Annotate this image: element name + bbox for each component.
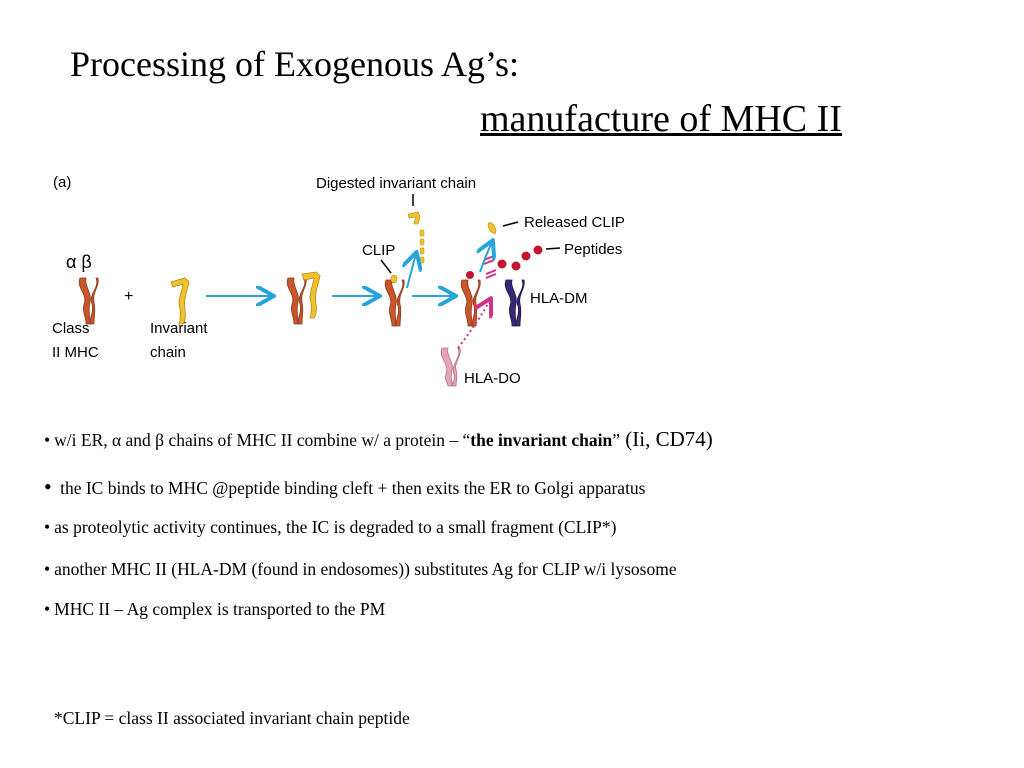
footnote: *CLIP = class II associated invariant chain peptide — [54, 708, 410, 728]
hla-do-label: HLA-DO — [464, 370, 521, 387]
digested-invariant-chain-label: Digested invariant chain — [316, 175, 477, 192]
bullet-dot: • — [44, 517, 51, 537]
plus-sign: + — [124, 288, 134, 305]
released-clip-label: Released CLIP — [524, 214, 625, 231]
bullet-text: MHC II – Ag complex is transported to the PM — [54, 599, 386, 619]
bullet-bold-term: the invariant chain — [470, 430, 613, 450]
bullet-abbrev: (Ii, CD74) — [620, 427, 713, 451]
bullet-text: as proteolytic activity continues, the IC is degraded to a small fragment (CLIP*) — [54, 517, 617, 537]
mhc-invariant-complex-icon — [287, 272, 320, 324]
mhc-final-icon — [461, 280, 480, 326]
invariant-chain-label-2: chain — [150, 344, 186, 361]
peptide-icon — [498, 260, 507, 269]
peptide-icon — [512, 262, 521, 271]
mhc-clip-complex-icon — [385, 275, 404, 326]
bullet-item — [44, 558, 677, 580]
hla-dm-label: HLA-DM — [530, 290, 588, 307]
clip-label: CLIP — [362, 242, 396, 259]
panel-label: (a) — [53, 174, 72, 191]
class-ii-mhc-label-1: Class — [52, 320, 90, 337]
peptide-icon — [534, 246, 543, 255]
invariant-chain-icon — [171, 278, 189, 324]
peptides-label: Peptides — [564, 241, 623, 258]
peptide-bound-icon — [466, 271, 474, 279]
released-clip-icon — [486, 221, 497, 234]
bullet-dot: • — [44, 599, 51, 619]
bullet-text: ” — [612, 430, 621, 450]
slide-subtitle: manufacture of MHC II — [480, 98, 842, 140]
class-ii-mhc-label-2: II MHC — [52, 344, 99, 361]
bullet-text: another MHC II (HLA-DM (found in endosomes)) substitutes Ag for CLIP w/i lysosome — [54, 559, 677, 579]
bullet-dot: • — [44, 474, 52, 499]
peptide-icon — [522, 252, 531, 261]
hla-dm-icon — [505, 280, 524, 326]
bullet-item — [44, 598, 385, 620]
bullet-item — [44, 516, 616, 538]
peptides-pointer — [546, 248, 560, 249]
class-ii-mhc-icon — [79, 278, 98, 324]
bullet-item — [44, 428, 713, 451]
hla-do-icon — [441, 348, 460, 386]
clip-pointer — [381, 260, 391, 273]
bullet-item — [44, 476, 646, 499]
slide-title: Processing of Exogenous Ag’s: — [70, 44, 519, 84]
mhc-ii-processing-diagram — [40, 160, 680, 400]
released-clip-pointer — [503, 222, 518, 226]
bullet-text: w/i ER, α and β chains of MHC II combine w/ a protein – “ — [54, 430, 471, 450]
bullet-dot: • — [44, 559, 51, 579]
bullet-dot: • — [44, 430, 51, 450]
exchange-marks-icon — [484, 256, 496, 278]
arrow-digest — [407, 254, 416, 288]
invariant-chain-label-1: Invariant — [150, 320, 208, 337]
bullet-text: the IC binds to MHC @peptide binding cleft + then exits the ER to Golgi apparatus — [60, 478, 646, 498]
alpha-beta-label: α β — [66, 252, 92, 272]
